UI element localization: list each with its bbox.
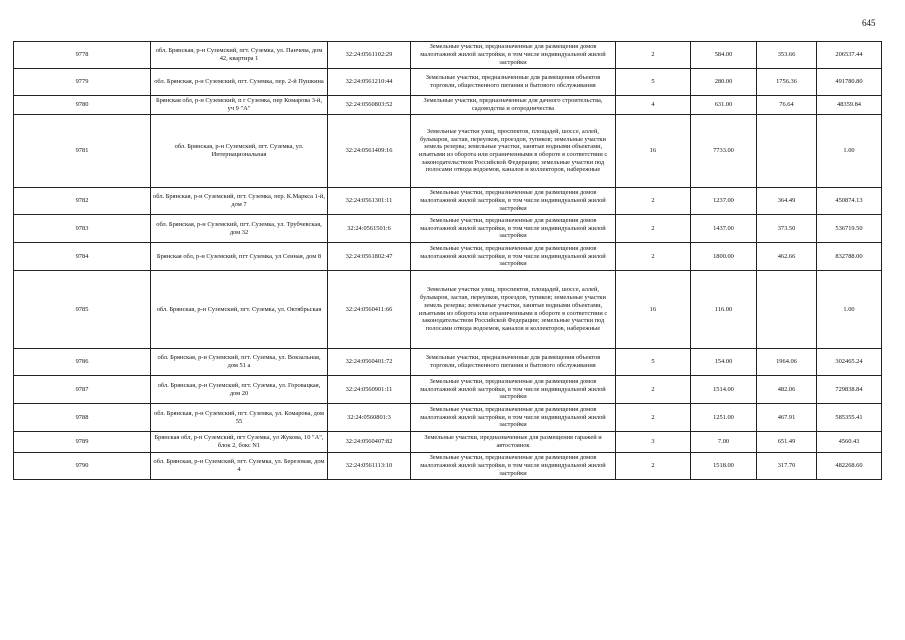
area-cell: 1514.00 xyxy=(691,376,757,404)
cadastral-value-table xyxy=(13,41,882,480)
cadastral-number-cell: 32:24:0560411:66 xyxy=(328,271,411,349)
cadastral-value-cell: 1.00 xyxy=(817,271,882,349)
group-cell: 2 xyxy=(616,188,691,215)
group-cell: 3 xyxy=(616,432,691,453)
cadastral-value-cell: 536719.50 xyxy=(817,215,882,243)
row-number: 9789 xyxy=(14,432,151,453)
table-row xyxy=(14,96,882,115)
cadastral-number-cell: 32:24:0560401:72 xyxy=(328,349,411,376)
specific-value-cell: 1756.36 xyxy=(757,69,817,96)
row-number: 9785 xyxy=(14,271,151,349)
group-cell: 2 xyxy=(616,215,691,243)
area-cell: 154.00 xyxy=(691,349,757,376)
group-cell: 2 xyxy=(616,42,691,69)
row-number: 9781 xyxy=(14,115,151,188)
land-use-cell: Земельные участки улиц, проспектов, площадей, шоссе, аллей, бульваров, застав, переулков, проездов, тупиков; земельные участки земель резерва; земельные участки, занятые водными объектами, изъятыми из оборота или ограниченными в обороте в соответствии с законодательством Российской Федерации; земельные участки под полосами отвода водоемов, каналов и коллекторов, набережные xyxy=(411,271,616,349)
address-cell: обл. Брянская, р-н Суземский, пгт. Суземка, ул. Октябрьская xyxy=(151,271,328,349)
address-cell: обл. Брянская, р-н Суземский, пгт. Суземка, ул. Березовая, дом 4 xyxy=(151,453,328,480)
cadastral-value-cell: 491780.80 xyxy=(817,69,882,96)
row-number: 9788 xyxy=(14,404,151,432)
cadastral-number-cell: 32:24:0561301:11 xyxy=(328,188,411,215)
specific-value-cell: 462.66 xyxy=(757,243,817,271)
land-use-cell: Земельные участки, предназначенные для размещения домов малоэтажной жилой застройки, в том числе индивидуальной жилой застройки xyxy=(411,188,616,215)
area-cell: 7.00 xyxy=(691,432,757,453)
row-number: 9790 xyxy=(14,453,151,480)
group-cell: 2 xyxy=(616,243,691,271)
group-cell: 4 xyxy=(616,96,691,115)
area-cell: 1251.00 xyxy=(691,404,757,432)
address-cell: обл. Брянская, р-н Суземский, пгт. Суземка, ул. Панчева, дом 42, квартира 1 xyxy=(151,42,328,69)
area-cell: 280.00 xyxy=(691,69,757,96)
cadastral-number-cell: 32:24:0560803:52 xyxy=(328,96,411,115)
table-row xyxy=(14,376,882,404)
table-row xyxy=(14,215,882,243)
cadastral-value-cell: 832788.00 xyxy=(817,243,882,271)
cadastral-number-cell: 32:24:0560801:3 xyxy=(328,404,411,432)
land-use-cell: Земельные участки, предназначенные для размещения домов малоэтажной жилой застройки, в том числе индивидуальной жилой застройки xyxy=(411,404,616,432)
cadastral-number-cell: 32:24:0561802:47 xyxy=(328,243,411,271)
group-cell: 2 xyxy=(616,453,691,480)
cadastral-value-cell: 482268.60 xyxy=(817,453,882,480)
cadastral-number-cell: 32:24:0561113:10 xyxy=(328,453,411,480)
table-row xyxy=(14,271,882,349)
row-number: 9780 xyxy=(14,96,151,115)
land-use-cell: Земельные участки, предназначенные для дачного строительства, садоводства и огородничества xyxy=(411,96,616,115)
specific-value-cell: 482.06 xyxy=(757,376,817,404)
specific-value-cell xyxy=(757,115,817,188)
page-number: 645 xyxy=(862,18,876,28)
address-cell: Брянская обл, р-н Суземский, п г Суземка, пер Комарова 3-й, уч 9 "А" xyxy=(151,96,328,115)
address-cell: обл. Брянская, р-н Суземский, пгт. Суземка, ул. Горовацкая, дом 20 xyxy=(151,376,328,404)
group-cell: 2 xyxy=(616,404,691,432)
table-row xyxy=(14,349,882,376)
specific-value-cell: 1964.06 xyxy=(757,349,817,376)
land-use-cell: Земельные участки, предназначенные для размещения домов малоэтажной жилой застройки, в том числе индивидуальной жилой застройки xyxy=(411,376,616,404)
table-row xyxy=(14,69,882,96)
row-number: 9786 xyxy=(14,349,151,376)
cadastral-number-cell: 32:24:0561210:44 xyxy=(328,69,411,96)
cadastral-value-cell: 450874.13 xyxy=(817,188,882,215)
land-use-cell: Земельные участки, предназначенные для размещения домов малоэтажной жилой застройки, в том числе индивидуальной жилой застройки xyxy=(411,215,616,243)
specific-value-cell xyxy=(757,271,817,349)
cadastral-value-cell: 206537.44 xyxy=(817,42,882,69)
table-row xyxy=(14,115,882,188)
land-use-cell: Земельные участки улиц, проспектов, площадей, шоссе, аллей, бульваров, застав, переулков, проездов, тупиков; земельные участки земель резерва; земельные участки, занятые водными объектами, изъятыми из оборота или ограниченными в обороте в соответствии с законодательством Российской Федерации; земельные участки под полосами отвода водоемов, каналов и коллекторов, набережные xyxy=(411,115,616,188)
cadastral-number-cell: 32:24:0560901:11 xyxy=(328,376,411,404)
cadastral-value-cell: 1.00 xyxy=(817,115,882,188)
area-cell: 1518.00 xyxy=(691,453,757,480)
cadastral-number-cell: 32:24:0561501:6 xyxy=(328,215,411,243)
cadastral-value-cell: 302465.24 xyxy=(817,349,882,376)
area-cell: 1800.00 xyxy=(691,243,757,271)
table-row xyxy=(14,432,882,453)
land-use-cell: Земельные участки, предназначенные для размещения домов малоэтажной жилой застройки, в том числе индивидуальной жилой застройки xyxy=(411,243,616,271)
specific-value-cell: 651.49 xyxy=(757,432,817,453)
area-cell: 584.00 xyxy=(691,42,757,69)
address-cell: Брянская обл, р-н Суземский, пгт Суземка, ул Жукова, 10 "А", блок 2, бокс N1 xyxy=(151,432,328,453)
row-number: 9783 xyxy=(14,215,151,243)
cadastral-value-cell: 4560.43 xyxy=(817,432,882,453)
group-cell: 16 xyxy=(616,271,691,349)
table-row xyxy=(14,243,882,271)
cadastral-number-cell: 32:24:0561102:29 xyxy=(328,42,411,69)
land-use-cell: Земельные участки, предназначенные для размещения гаражей и автостоянок xyxy=(411,432,616,453)
area-cell: 1437.00 xyxy=(691,215,757,243)
specific-value-cell: 364.49 xyxy=(757,188,817,215)
row-number: 9782 xyxy=(14,188,151,215)
address-cell: обл. Брянская, р-н Суземский, пгт. Суземка, ул. Комарова, дом 55 xyxy=(151,404,328,432)
address-cell: обл. Брянская, р-н Суземский, пгт. Суземка, ул. Трубчевская, дом 32 xyxy=(151,215,328,243)
specific-value-cell: 76.64 xyxy=(757,96,817,115)
land-use-cell: Земельные участки, предназначенные для размещения объектов торговли, общественного питания и бытового обслуживания xyxy=(411,69,616,96)
specific-value-cell: 317.70 xyxy=(757,453,817,480)
cadastral-value-cell: 585355.41 xyxy=(817,404,882,432)
cadastral-value-cell: 48359.84 xyxy=(817,96,882,115)
cadastral-number-cell: 32:24:0561409:16 xyxy=(328,115,411,188)
address-cell: обл. Брянская, р-н Суземский, пгт. Суземка, пер. К.Маркса 1-й, дом 7 xyxy=(151,188,328,215)
group-cell: 2 xyxy=(616,376,691,404)
row-number: 9787 xyxy=(14,376,151,404)
table-row xyxy=(14,453,882,480)
address-cell: обл. Брянская, р-н Суземский, пгт. Суземка, пер. 2-й Пушкина xyxy=(151,69,328,96)
specific-value-cell: 467.91 xyxy=(757,404,817,432)
row-number: 9784 xyxy=(14,243,151,271)
table-row xyxy=(14,42,882,69)
address-cell: Брянская обл, р-н Суземский, пгт Суземка, ул Сенная, дом 8 xyxy=(151,243,328,271)
area-cell: 116.00 xyxy=(691,271,757,349)
land-use-cell: Земельные участки, предназначенные для размещения домов малоэтажной жилой застройки, в том числе индивидуальной жилой застройки xyxy=(411,42,616,69)
cadastral-number-cell: 32:24:0560407:82 xyxy=(328,432,411,453)
cadastral-value-cell: 729838.84 xyxy=(817,376,882,404)
group-cell: 5 xyxy=(616,69,691,96)
area-cell: 7733.00 xyxy=(691,115,757,188)
row-number: 9779 xyxy=(14,69,151,96)
group-cell: 16 xyxy=(616,115,691,188)
table-row xyxy=(14,188,882,215)
group-cell: 5 xyxy=(616,349,691,376)
specific-value-cell: 353.66 xyxy=(757,42,817,69)
land-use-cell: Земельные участки, предназначенные для размещения домов малоэтажной жилой застройки, в том числе индивидуальной жилой застройки xyxy=(411,453,616,480)
row-number: 9778 xyxy=(14,42,151,69)
area-cell: 1237.00 xyxy=(691,188,757,215)
address-cell: обл. Брянская, р-н Суземский, пгт. Суземка, ул. Интернациональная xyxy=(151,115,328,188)
land-use-cell: Земельные участки, предназначенные для размещения объектов торговли, общественного питания и бытового обслуживания xyxy=(411,349,616,376)
address-cell: обл. Брянская, р-н Суземский, пгт. Суземка, ул. Вокзальная, дом 51 а xyxy=(151,349,328,376)
specific-value-cell: 373.50 xyxy=(757,215,817,243)
area-cell: 631.00 xyxy=(691,96,757,115)
table-row xyxy=(14,404,882,432)
